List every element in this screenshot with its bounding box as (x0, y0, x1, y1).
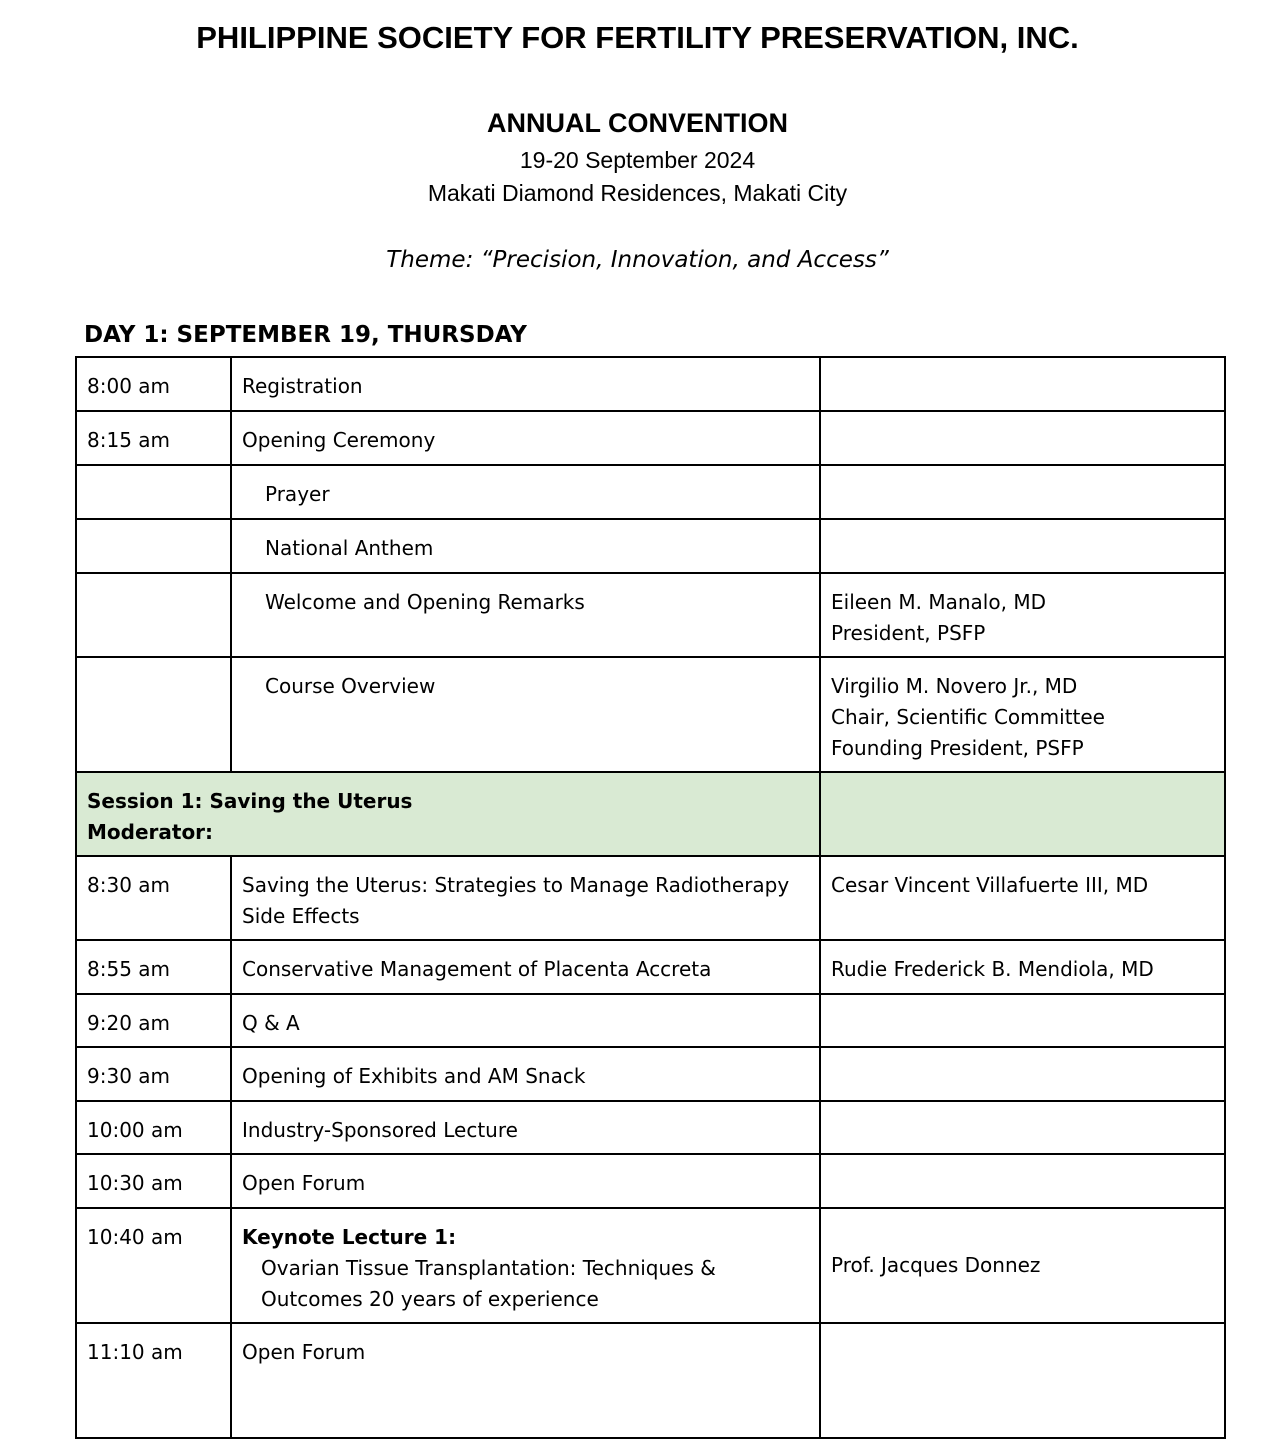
speaker-cell (820, 465, 1225, 519)
time-cell: 10:30 am (76, 1154, 231, 1208)
speaker-cell: Rudie Frederick B. Mendiola, MD (820, 940, 1225, 994)
time-cell: 8:55 am (76, 940, 231, 994)
speaker-cell (820, 1323, 1225, 1438)
speaker-name: Prof. Jacques Donnez (831, 1253, 1041, 1277)
topic-text: Course Overview (265, 674, 436, 698)
time-cell: 10:00 am (76, 1101, 231, 1154)
time-cell: 11:10 am (76, 1323, 231, 1438)
time-cell (76, 657, 231, 772)
session-header-row (76, 772, 1225, 856)
speaker-cell (820, 411, 1225, 465)
speaker-cell: Cesar Vincent Villafuerte III, MD (820, 856, 1225, 940)
table-row (76, 1154, 1225, 1208)
topic-cell (231, 573, 820, 657)
event-title: ANNUAL CONVENTION (486, 108, 788, 138)
session-speaker-cell (820, 772, 1225, 856)
speaker-cell (820, 994, 1225, 1047)
table-row (76, 411, 1225, 465)
speaker-cell (820, 1101, 1225, 1154)
topic-cell: Saving the Uterus: Strategies to Manage Radiotherapy Side Effects (231, 856, 820, 940)
schedule-table (75, 356, 1226, 1439)
time-cell: 8:00 am (76, 357, 231, 411)
table-row (76, 465, 1225, 519)
table-row (76, 1101, 1225, 1154)
table-row (76, 519, 1225, 573)
table-row (76, 940, 1225, 994)
topic-cell: Opening Ceremony (231, 411, 820, 465)
session-title-cell (76, 772, 820, 856)
table-row (76, 856, 1225, 940)
speaker-cell (820, 657, 1225, 772)
time-cell: 9:20 am (76, 994, 231, 1047)
topic-cell: Open Forum (231, 1323, 820, 1438)
time-cell: 9:30 am (76, 1047, 231, 1101)
table-row (76, 994, 1225, 1047)
topic-cell: Industry-Sponsored Lecture (231, 1101, 820, 1154)
keynote-topic: Ovarian Tissue Transplantation: Techniques & Outcomes 20 years of experience (261, 1256, 716, 1311)
table-row (76, 1208, 1225, 1323)
time-cell: 10:40 am (76, 1208, 231, 1323)
speaker-cell (820, 357, 1225, 411)
topic-cell (231, 1208, 820, 1323)
time-cell: 8:30 am (76, 856, 231, 940)
topic-text: Welcome and Opening Remarks (265, 590, 585, 614)
topic-cell: Q & A (231, 994, 820, 1047)
speaker-name: Eileen M. Manalo, MD (831, 590, 1046, 614)
speaker-cell (820, 573, 1225, 657)
topic-cell: Opening of Exhibits and AM Snack (231, 1047, 820, 1101)
time-cell (76, 573, 231, 657)
keynote-label: Keynote Lecture 1: (242, 1225, 457, 1249)
time-cell (76, 519, 231, 573)
time-cell: 8:15 am (76, 411, 231, 465)
time-cell (76, 465, 231, 519)
event-venue: Makati Diamond Residences, Makati City (427, 180, 848, 206)
speaker-title: Founding President, PSFP (831, 736, 1084, 760)
topic-cell: Registration (231, 357, 820, 411)
topic-cell: Conservative Management of Placenta Accreta (231, 940, 820, 994)
speaker-cell (820, 1047, 1225, 1101)
speaker-title: Chair, Scientific Committee (831, 705, 1105, 729)
speaker-cell (820, 1154, 1225, 1208)
day-heading: DAY 1: SEPTEMBER 19, THURSDAY (84, 322, 527, 348)
speaker-name: Virgilio M. Novero Jr., MD (831, 674, 1078, 698)
event-date: 19-20 September 2024 (519, 147, 756, 173)
speaker-title: President, PSFP (831, 621, 986, 645)
table-row (76, 1047, 1225, 1101)
table-row (76, 1323, 1225, 1438)
event-theme: Theme: “Precision, Innovation, and Access” (386, 247, 889, 273)
speaker-cell (820, 1208, 1225, 1323)
table-row (76, 357, 1225, 411)
topic-text: National Anthem (265, 536, 434, 560)
topic-cell (231, 519, 820, 573)
topic-cell (231, 657, 820, 772)
topic-text: Prayer (265, 482, 330, 506)
topic-cell (231, 465, 820, 519)
speaker-cell (820, 519, 1225, 573)
topic-cell: Open Forum (231, 1154, 820, 1208)
session-moderator: Moderator: (87, 820, 214, 844)
organization-title: PHILIPPINE SOCIETY FOR FERTILITY PRESERVATION, INC. (196, 20, 1079, 55)
session-title: Session 1: Saving the Uterus (87, 789, 413, 813)
table-row (76, 657, 1225, 772)
table-row (76, 573, 1225, 657)
